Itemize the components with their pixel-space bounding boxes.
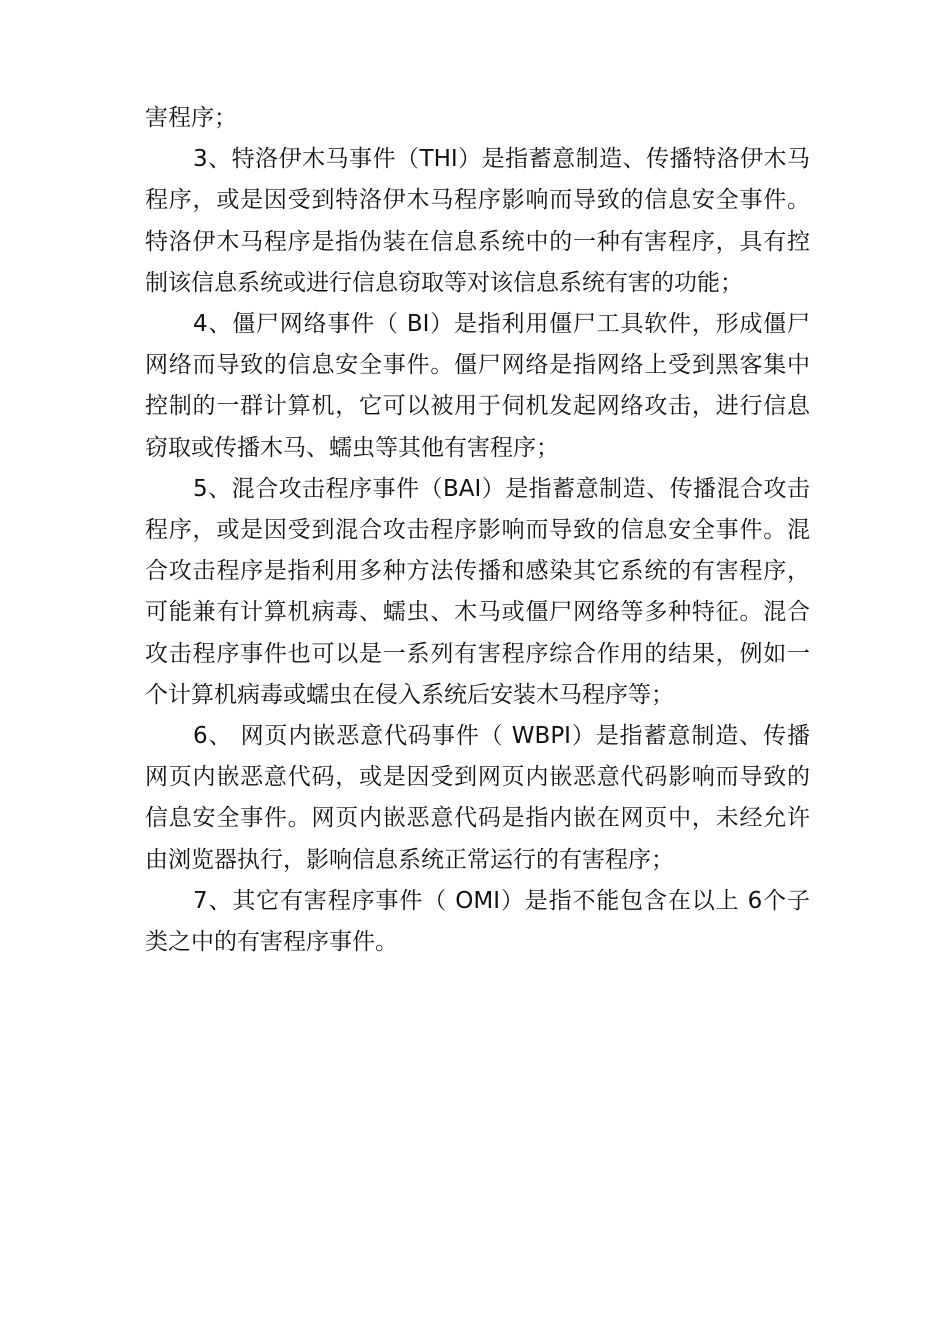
paragraph-trojan-event: 3、特洛伊木马事件（THI）是指蓄意制造、传播特洛伊木马程序，或是因受到特洛伊木马程序影响而导致的信息安全事件。特洛伊木马程序是指伪装在信息系统中的一种有害程序，具有控制该信息系统或进行信息窃取等对该信息系统有害的功能； (145, 146, 810, 296)
paragraph-botnet-event: 4、僵尸网络事件（ BI）是指利用僵尸工具软件，形成僵尸网络而导致的信息安全事件。僵尸网络是指网络上受到黑客集中控制的一群计算机，它可以被用于伺机发起网络攻击，进行信息窃取或传播木马、蠕虫等其他有害程序； (145, 311, 810, 461)
paragraph-web-embedded-malicious-code-event: 6、 网页内嵌恶意代码事件（ WBPI）是指蓄意制造、传播网页内嵌恶意代码，或是因受到网页内嵌恶意代码影响而导致的信息安全事件。网页内嵌恶意代码是指内嵌在网页中，未经允许由浏览器执行，影响信息系统正常运行的有害程序； (145, 723, 810, 873)
paragraph-other-malware-event: 7、其它有害程序事件（ OMI）是指不能包含在以上 6个子类之中的有害程序事件。 (145, 887, 810, 956)
paragraph-blended-attack-event: 5、混合攻击程序事件（BAI）是指蓄意制造、传播混合攻击程序，或是因受到混合攻击程序影响而导致的信息安全事件。混合攻击程序是指利用多种方法传播和感染其它系统的有害程序，可能兼有计算机病毒、蠕虫、木马或僵尸网络等多种特征。混合攻击程序事件也可以是一系列有害程序综合作用的结果，例如一个计算机病毒或蠕虫在侵入系统后安装木马程序等； (145, 475, 810, 708)
paragraph-continuation: 害程序； (145, 105, 237, 131)
document-body (145, 98, 810, 963)
